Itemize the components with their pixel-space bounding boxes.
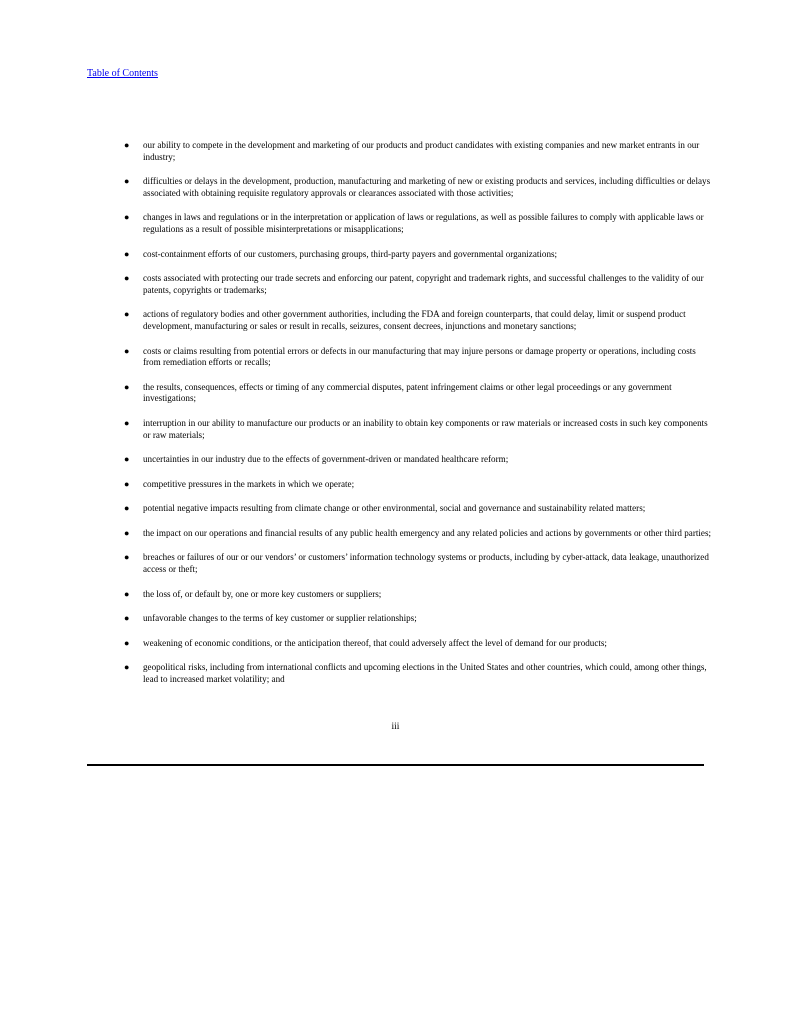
bullet-icon: ●	[124, 417, 130, 428]
list-item	[124, 552, 714, 575]
bullet-icon: ●	[124, 478, 130, 489]
bullet-icon: ●	[124, 613, 130, 624]
list-item	[124, 382, 714, 405]
bullet-icon: ●	[124, 588, 130, 599]
list-item-text: potential negative impacts resulting from climate change or other environmental, social and governance and sustainability related matters;	[143, 503, 646, 514]
list-item-text: cost-containment efforts of our customers, purchasing groups, third-party payers and governmental organizations;	[143, 248, 558, 259]
list-item	[124, 140, 714, 163]
list-item-text: unfavorable changes to the terms of key customer or supplier relationships;	[143, 613, 417, 624]
bullet-icon: ●	[124, 212, 130, 223]
bullet-icon: ●	[124, 345, 130, 356]
list-item-text: costs or claims resulting from potential errors or defects in our manufacturing that may injure persons or damage property or operations, including costs from remediation efforts or recalls;	[143, 345, 696, 368]
page-divider	[87, 764, 704, 766]
list-item	[124, 249, 714, 261]
list-item	[124, 589, 714, 601]
list-item-text: uncertainties in our industry due to the effects of government-driven or mandated healthcare reform;	[143, 454, 509, 465]
bullet-icon: ●	[124, 552, 130, 563]
list-item-text: actions of regulatory bodies and other government authorities, including the FDA and foreign counterparts, that could delay, limit or suspend product development, manufacturing or sales or result in recalls, seizures, consent decrees, injunctions and monetary sanctions;	[143, 309, 686, 331]
list-item	[124, 273, 714, 296]
list-item-text: difficulties or delays in the development, production, manufacturing and marketing of new or existing products and services, including difficulties or delays associated with obtaining requisite regulatory approvals or clearances associated with those activities;	[143, 176, 711, 198]
list-item-text: the results, consequences, effects or timing of any commercial disputes, patent infringement claims or other legal proceedings or any government investigations;	[143, 381, 672, 404]
list-item	[124, 638, 714, 650]
list-item	[124, 528, 714, 540]
bullet-icon: ●	[124, 309, 130, 320]
list-item	[124, 662, 714, 685]
list-item-text: competitive pressures in the markets in which we operate;	[143, 478, 355, 489]
bullet-icon: ●	[124, 662, 130, 673]
bullet-icon: ●	[124, 140, 130, 150]
bullet-icon: ●	[124, 503, 130, 514]
list-item-text: our ability to compete in the development and marketing of our products and product candidates with existing companies and new market entrants in our industry;	[143, 140, 700, 162]
list-item	[124, 418, 714, 441]
list-item-text: breaches or failures of our or our vendors’ or customers’ information technology systems or products, including by cyber-attack, data leakage, unauthorized access or theft;	[143, 552, 709, 575]
list-item-text: interruption in our ability to manufacture our products or an inability to obtain key components or raw materials or increased costs in such key components or raw materials;	[143, 417, 708, 440]
bullet-icon: ●	[124, 176, 130, 187]
bullet-icon: ●	[124, 454, 130, 465]
list-item	[124, 309, 714, 332]
list-item	[124, 176, 714, 199]
list-item	[124, 454, 714, 466]
list-item-text: changes in laws and regulations or in the interpretation or application of laws or regulations, as well as possible failures to comply with applicable laws or regulations as a result of possible misinterpretations or misapplications;	[143, 212, 704, 234]
bullet-icon: ●	[124, 637, 130, 648]
list-item	[124, 503, 714, 515]
bullet-icon: ●	[124, 527, 130, 538]
list-item	[124, 346, 714, 369]
list-item-text: the loss of, or default by, one or more key customers or suppliers;	[143, 588, 382, 599]
list-item-text: the impact on our operations and financial results of any public health emergency and any related policies and actions by governments or other third parties;	[143, 527, 712, 538]
list-item-text: costs associated with protecting our trade secrets and enforcing our patent, copyright and trademark rights, and successful challenges to the validity of our patents, copyrights or trademarks;	[143, 273, 704, 295]
table-of-contents-link[interactable]: Table of Contents	[87, 68, 158, 79]
list-item-text: weakening of economic conditions, or the anticipation thereof, that could adversely affect the level of demand for our products;	[143, 637, 607, 648]
list-item	[124, 479, 714, 491]
list-item	[124, 613, 714, 625]
list-item	[124, 212, 714, 235]
risk-factor-list	[124, 140, 714, 699]
bullet-icon: ●	[124, 248, 130, 259]
bullet-icon: ●	[124, 273, 130, 284]
page-number: iii	[391, 722, 400, 732]
list-item-text: geopolitical risks, including from international conflicts and upcoming elections in the United States and other countries, which could, among other things, lead to increased market volatility; and	[143, 662, 707, 685]
bullet-icon: ●	[124, 381, 130, 392]
